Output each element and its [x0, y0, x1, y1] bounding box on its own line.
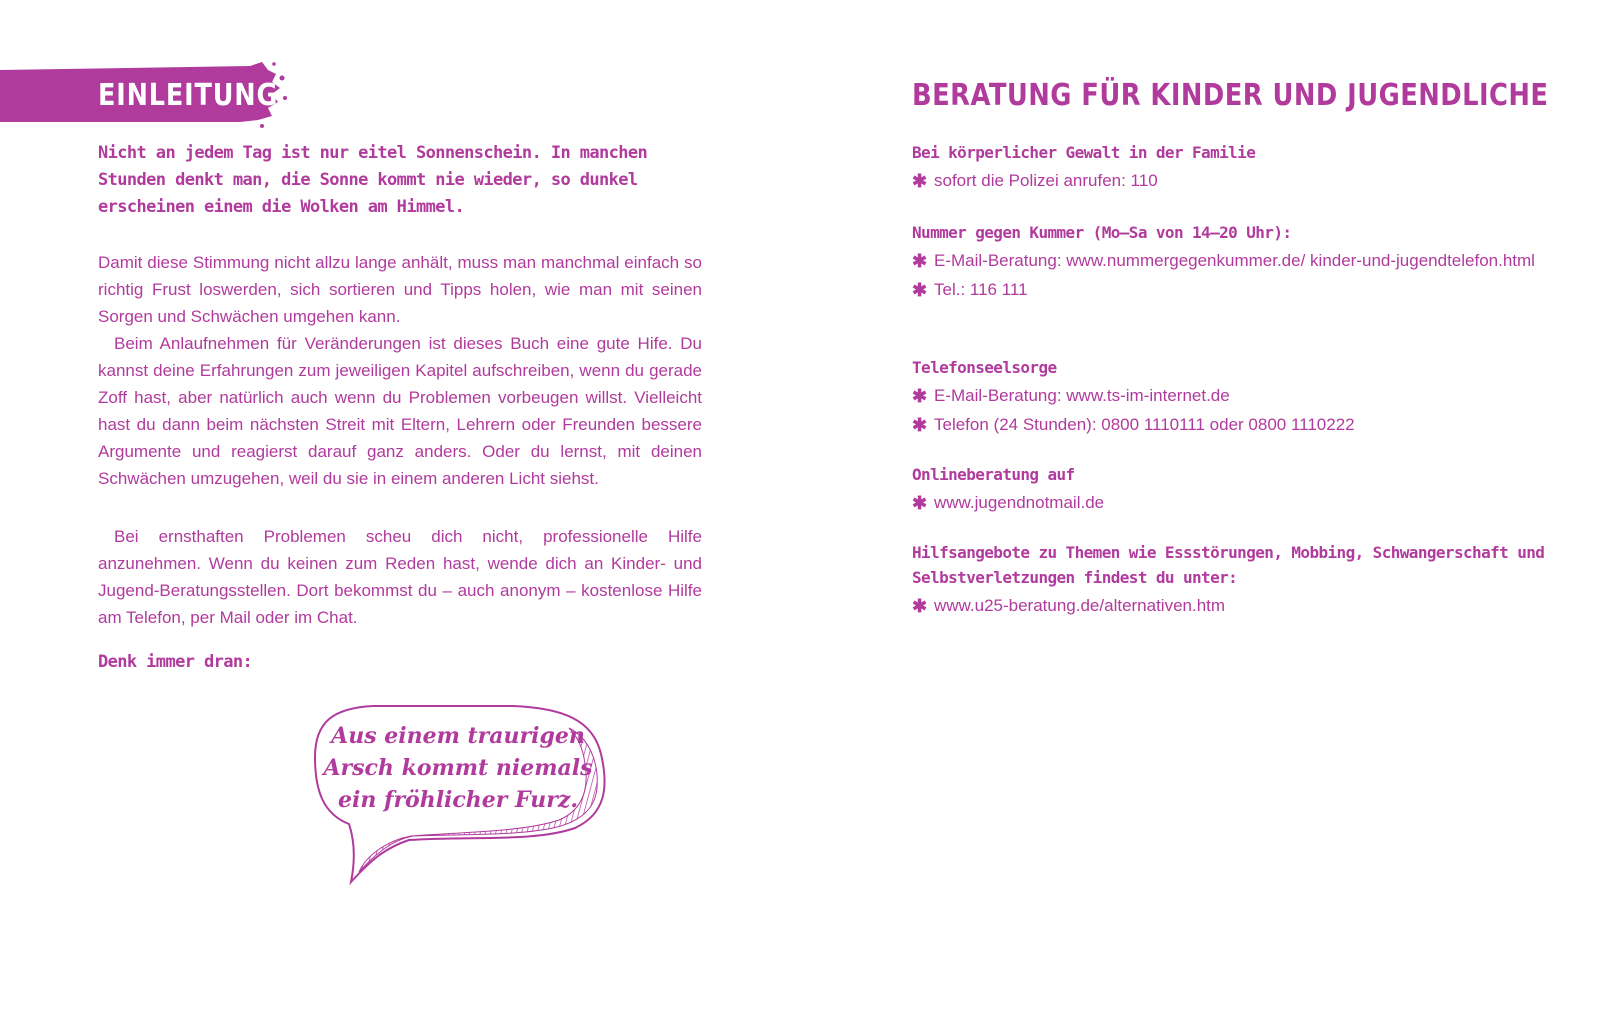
asterisk-icon: ✱ — [912, 251, 928, 271]
list-item-text: E-Mail-Beratung: www.ts-im-internet.de — [934, 386, 1230, 405]
list-item — [912, 490, 1552, 516]
asterisk-icon: ✱ — [912, 493, 928, 513]
list-item — [912, 248, 1552, 274]
help-block-heading: Hilfsangebote zu Themen wie Essstörungen, Mobbing, Schwangerschaft und Selbstverletzungen findest du unter: — [912, 543, 1545, 587]
list-item — [912, 277, 1552, 303]
lead-line: erscheinen einem die Wolken am Himmel. — [98, 197, 465, 217]
bubble-line: ein fröhlicher Furz. — [337, 787, 579, 813]
right-page — [800, 0, 1600, 1027]
body-paragraph-part: Damit diese Stimmung nicht allzu lange anhält, muss man manchmal einfach so richtig Frust loswerden, sich sortieren und Tipps holen, wie man mit seinen Sorgen und Schwächen umgehen kann. — [98, 253, 702, 326]
list-item-text: Telefon (24 Stunden): 0800 1110111 oder 0800 1110222 — [934, 415, 1355, 434]
body-paragraph — [98, 249, 702, 492]
help-block — [912, 540, 1552, 619]
body-paragraph — [98, 523, 702, 631]
asterisk-icon: ✱ — [912, 171, 928, 191]
help-block-heading: Bei körperlicher Gewalt in der Familie — [912, 143, 1256, 162]
asterisk-icon: ✱ — [912, 386, 928, 406]
help-block — [912, 140, 1552, 194]
help-block — [912, 220, 1552, 303]
list-item — [912, 593, 1552, 619]
speech-bubble — [313, 702, 613, 888]
asterisk-icon: ✱ — [912, 596, 928, 616]
list-item-text: www.u25-beratung.de/alternativen.htm — [934, 596, 1226, 615]
list-item-text: sofort die Polizei anrufen: 110 — [934, 171, 1158, 190]
body-paragraph-part: Bei ernsthaften Problemen scheu dich nicht, professionelle Hilfe anzunehmen. Wenn du keinen zum Reden hast, wende dich an Kinder- und Jugend-Beratungsstellen. Dort bekommst du – auch anonym – kostenlose Hilfe am Telefon, per Mail oder im Chat. — [98, 527, 702, 627]
section-title: EINLEITUNG — [98, 78, 279, 113]
help-block-heading: Nummer gegen Kummer (Mo–Sa von 14–20 Uhr): — [912, 223, 1292, 242]
help-block-heading: Onlineberatung auf — [912, 465, 1075, 484]
list-item — [912, 168, 1552, 194]
page-title: BERATUNG FÜR KINDER UND JUGENDLICHE — [912, 78, 1549, 113]
speech-bubble-text — [323, 720, 593, 816]
help-block — [912, 355, 1552, 438]
asterisk-icon: ✱ — [912, 280, 928, 300]
list-item — [912, 412, 1552, 438]
bubble-line: Arsch kommt niemals — [323, 755, 593, 781]
help-block — [912, 462, 1552, 516]
asterisk-icon: ✱ — [912, 415, 928, 435]
lead-line: Nicht an jedem Tag ist nur eitel Sonnenschein. In manchen — [98, 143, 648, 163]
bubble-line: Aus einem traurigen — [331, 723, 585, 749]
list-item-text: E-Mail-Beratung: www.nummergegenkummer.de/ kinder-und-jugendtelefon.html — [934, 251, 1535, 270]
remember-label: Denk immer dran: — [98, 652, 253, 672]
list-item-text: www.jugendnotmail.de — [934, 493, 1105, 512]
help-block-heading: Telefonseelsorge — [912, 358, 1057, 377]
lead-line: Stunden denkt man, die Sonne kommt nie wieder, so dunkel — [98, 170, 638, 190]
lead-paragraph — [98, 140, 658, 221]
body-paragraph-part: Beim Anlaufnehmen für Veränderungen ist dieses Buch eine gute Hife. Du kannst deine Erfahrungen zum jeweiligen Kapitel aufschreiben, wenn du gerade Zoff hast, aber natürlich auch wenn du Problemen vorbeugen willst. Vielleicht hast du dann beim nächsten Streit mit Eltern, Lehrern oder Freunden bessere Argumente und reagierst darauf ganz anders. Oder du lernst, mit deinen Schwächen umzugehen, weil du sie in einem anderen Licht siehst. — [98, 334, 702, 488]
list-item-text: Tel.: 116 111 — [934, 280, 1028, 299]
list-item — [912, 383, 1552, 409]
